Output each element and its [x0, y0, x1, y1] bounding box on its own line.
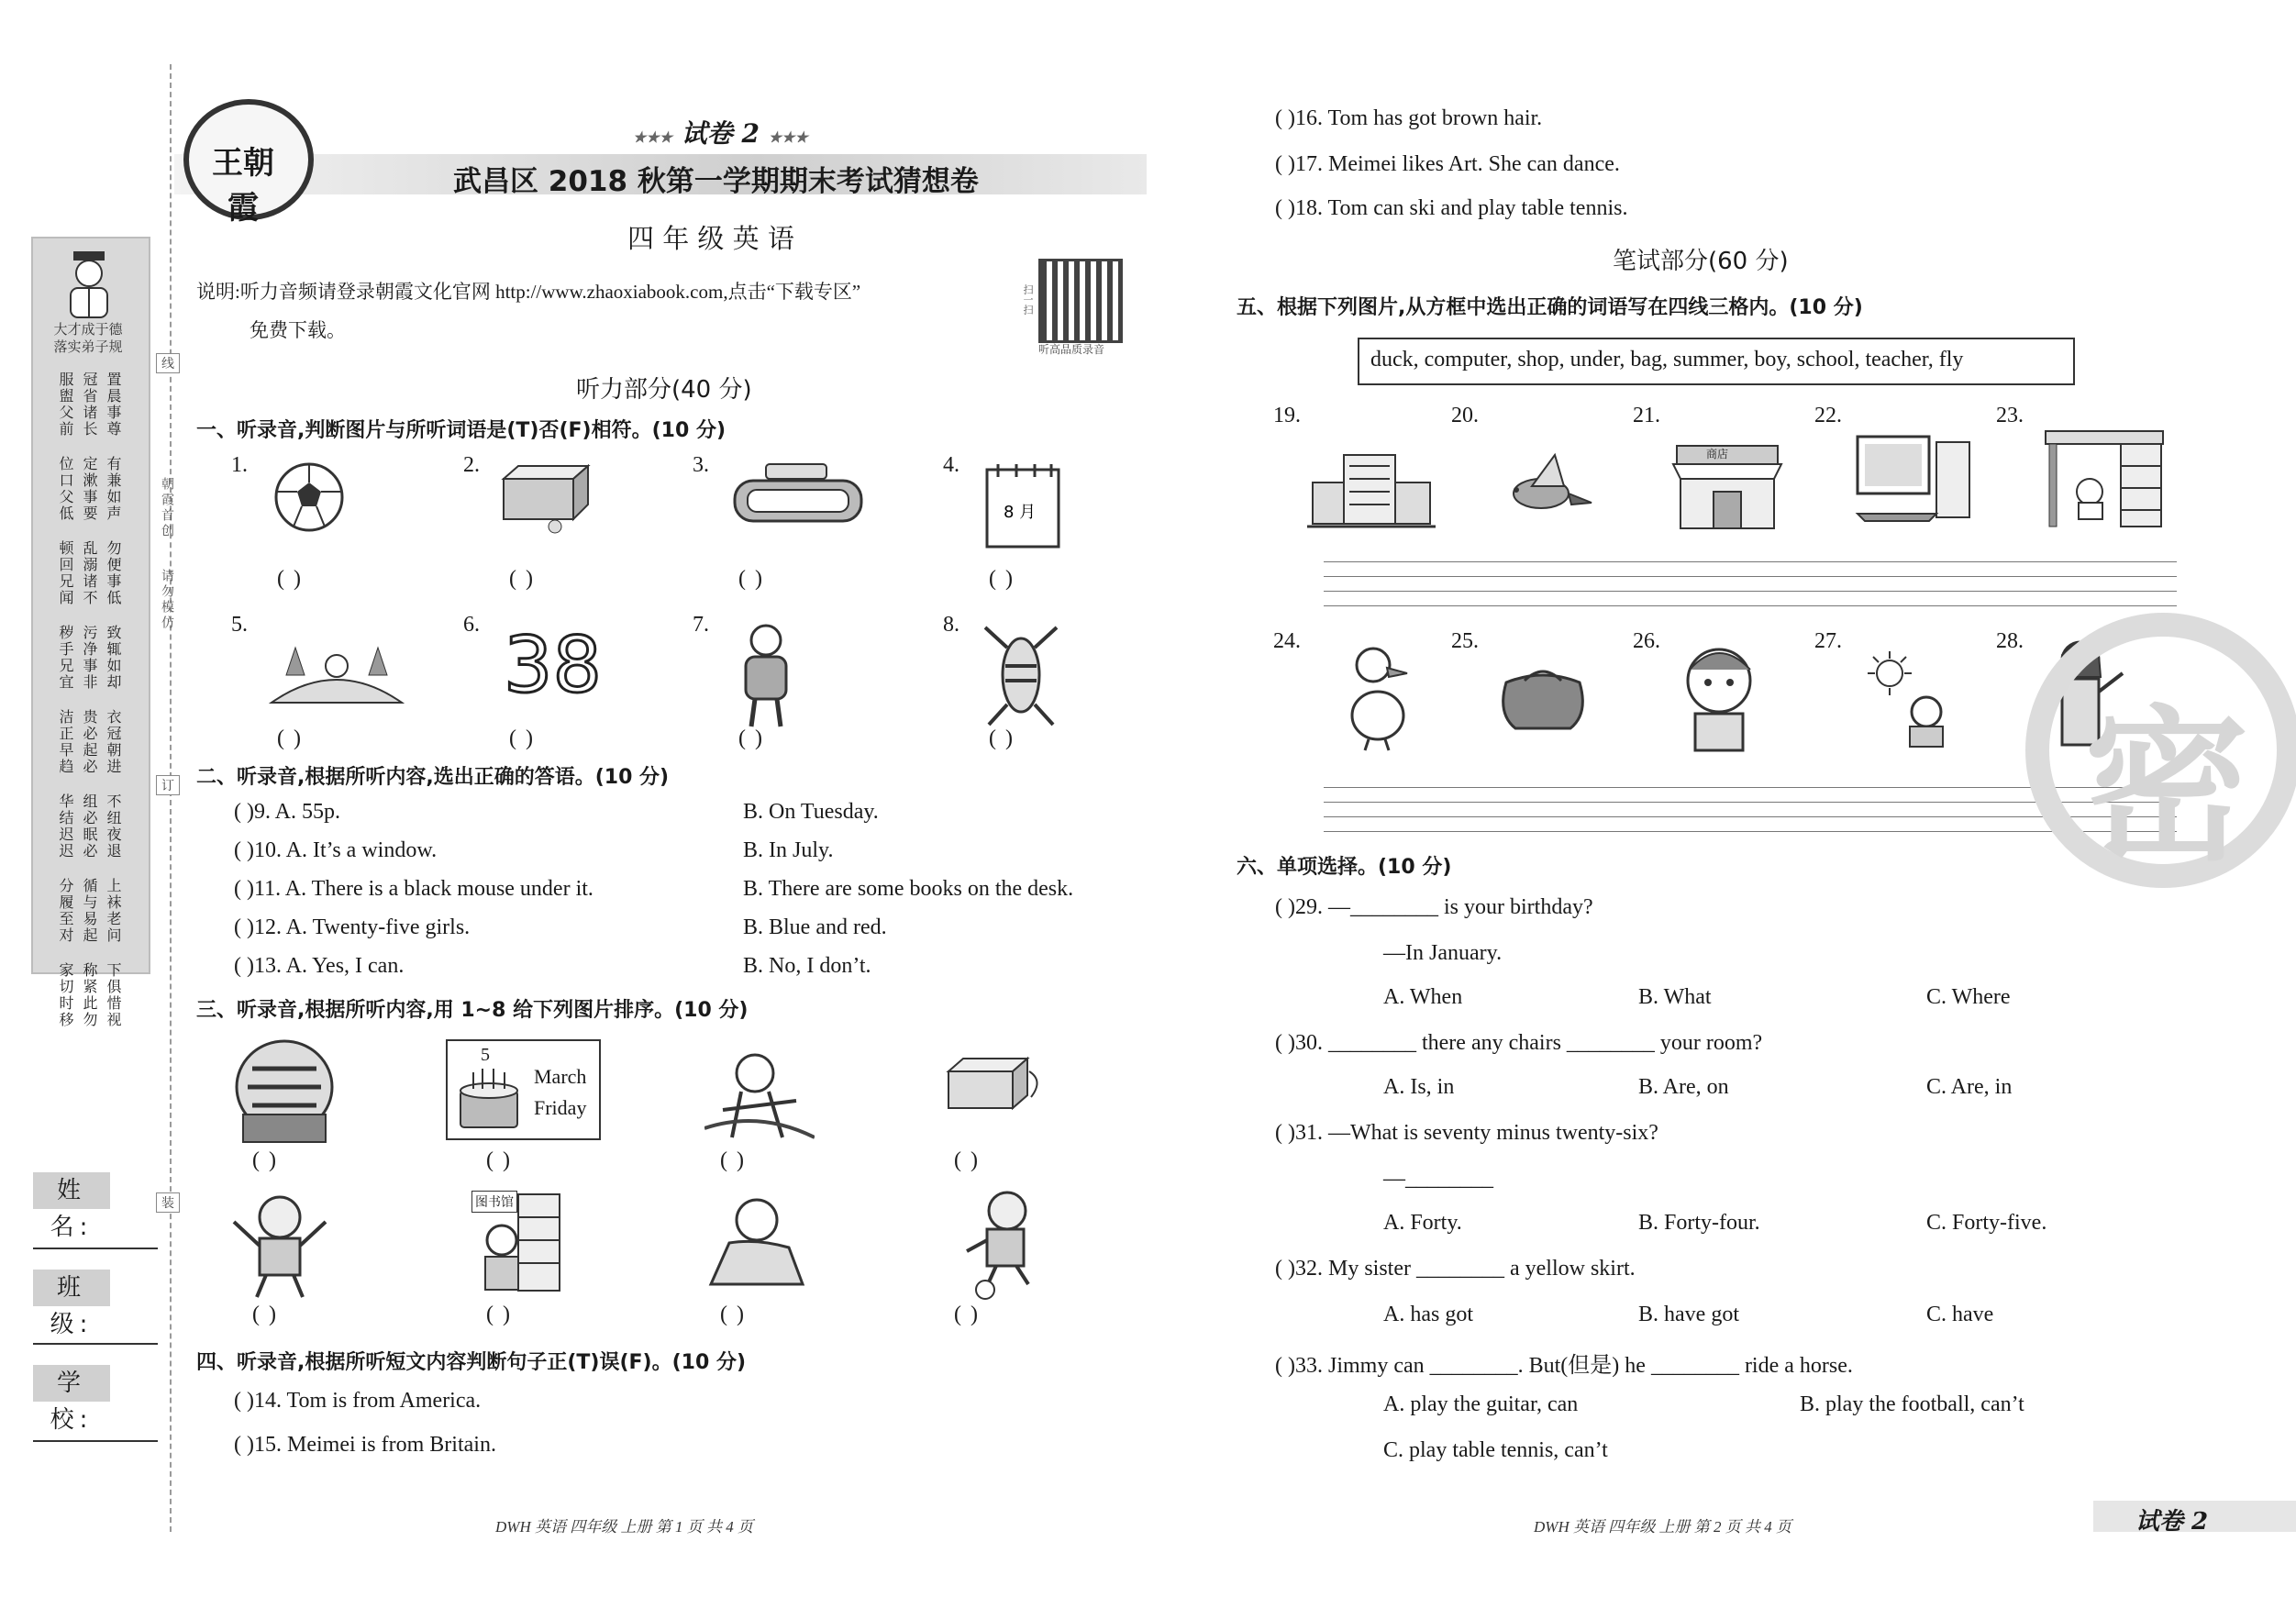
mc-option[interactable]: A. has got [1383, 1303, 1473, 1326]
tf-statement: ( )18. Tom can ski and play table tennis. [1275, 196, 1628, 220]
question-number: ( )11. [234, 877, 282, 901]
duck-icon [1341, 642, 1414, 752]
answer-paren[interactable]: ( ) [738, 726, 764, 750]
writing-line [1324, 576, 2177, 577]
rule-column: 衣冠朝进 [105, 709, 122, 775]
mc-stem: ( )33. Jimmy can ________. But(但是) he ________ ride a horse. [1275, 1354, 1853, 1378]
item-number: 2. [463, 453, 480, 477]
seal-character: 密 [2084, 692, 2250, 883]
page-badge [2093, 1501, 2296, 1536]
rule-column: 组必眠必 [81, 793, 98, 859]
mc-stem: ( )31. —What is seventy minus twenty-six? [1275, 1121, 1658, 1145]
bag-icon [1497, 659, 1589, 732]
part3-title: 三、听录音,根据所听内容,用 1~8 给下列图片排序。(10 分) [196, 999, 749, 1022]
copyright-note: 朝霞首创 [160, 477, 174, 539]
mc-option[interactable]: C. Are, in [1926, 1075, 2013, 1099]
option-a[interactable]: A. Yes, I can. [285, 954, 405, 978]
item-number: 24. [1273, 629, 1301, 653]
rule-column: 顿回兄闻 [57, 540, 74, 606]
mc-option[interactable]: B. have got [1638, 1303, 1739, 1326]
item-number: 20. [1451, 404, 1479, 427]
rule-column: 秽手兄宜 [57, 625, 74, 691]
answer-paren[interactable]: ( ) [277, 567, 303, 591]
instruction-note-cont: 免费下载。 [250, 319, 346, 341]
rule-group [40, 709, 138, 775]
footer-left: DWH 英语 四年级 上册 第 1 页 共 4 页 [495, 1518, 753, 1536]
box-icon [500, 460, 601, 542]
item-number: 19. [1273, 404, 1301, 427]
rule-column: 不纽夜退 [105, 793, 122, 859]
motto [37, 321, 139, 356]
answer-paren[interactable]: ( ) [509, 567, 535, 591]
question-number: ( )12. [234, 915, 282, 939]
cut-label: 装 [156, 1192, 180, 1213]
rule-column: 分履至对 [57, 878, 74, 944]
mc-stem: ( )30. ________ there any chairs ________ your room? [1275, 1031, 1763, 1055]
item-number: 26. [1633, 629, 1660, 653]
star-icon: ★★★ [768, 128, 808, 146]
flying-bird-icon [1491, 449, 1596, 523]
mc-option[interactable]: A. When [1383, 985, 1463, 1009]
rule-column: 上袜老问 [105, 878, 122, 944]
box-arrow-icon [945, 1053, 1046, 1117]
rule-column: 定漱事要 [81, 456, 98, 522]
rule-column: 污净事非 [81, 625, 98, 691]
rule-column: 勿便事低 [105, 540, 122, 606]
rule-group [40, 962, 138, 1028]
item-number: 3. [693, 453, 709, 477]
star-icon: ★★★ [633, 128, 673, 146]
qr-caption: 扫一扫 [1022, 284, 1034, 315]
secret-seal-watermark [2025, 613, 2296, 888]
summer-sun-icon [1853, 648, 1958, 749]
order-paren[interactable]: ( ) [252, 1148, 278, 1172]
tiger-reading-icon [225, 1032, 349, 1151]
mc-option[interactable]: C. play table tennis, can’t [1383, 1438, 1608, 1462]
answer-paren[interactable]: ( ) [277, 726, 303, 750]
tf-statement: ( )16. Tom has got brown hair. [1275, 106, 1543, 130]
order-paren[interactable]: ( ) [954, 1303, 980, 1326]
order-paren[interactable]: ( ) [720, 1303, 746, 1326]
mc-option[interactable]: A. play the guitar, can [1383, 1392, 1579, 1416]
kite-boy-icon [704, 1037, 815, 1147]
school-icon [1307, 446, 1436, 536]
brand-logo-text: 王朝霞 [212, 145, 274, 227]
cut-label: 线 [156, 353, 180, 373]
listening-heading: 听力部分(40 分) [576, 376, 752, 404]
paper-tag [633, 114, 808, 150]
class-label: 班 级: [33, 1270, 110, 1306]
calendar-icon [980, 460, 1067, 556]
motto-line: 大才成于德 [53, 321, 123, 338]
option-a[interactable]: A. It’s a window. [285, 838, 438, 862]
word-box [1358, 338, 2075, 385]
answer-paren[interactable]: ( ) [989, 726, 1015, 750]
mc-option[interactable]: C. Forty-five. [1926, 1211, 2047, 1235]
school-label: 学 校: [33, 1365, 110, 1402]
option-b[interactable]: B. On Tuesday. [743, 800, 879, 824]
part5-title: 五、根据下列图片,从方框中选出正确的词语写在四线三格内。(10 分) [1237, 296, 1863, 319]
rule-column: 下俱惜视 [105, 962, 122, 1028]
cut-label: 订 [156, 775, 180, 795]
option-b[interactable]: B. There are some books on the desk. [743, 877, 1074, 901]
mc-option[interactable]: C. have [1926, 1303, 1994, 1326]
item-number: 1. [231, 453, 248, 477]
question-number: ( )9. [234, 800, 271, 824]
paper-tag-text: 试卷 2 [681, 118, 760, 149]
rule-column: 家切时移 [57, 962, 74, 1028]
item-number: 7. [693, 613, 709, 637]
item-number: 25. [1451, 629, 1479, 653]
exam-title: 武昌区 2018 秋第一学期期末考试猜想卷 [453, 165, 979, 198]
motto-line: 落实弟子规 [53, 338, 123, 355]
svg-text:8 月: 8 月 [1004, 503, 1037, 522]
copyright-note: 请勿模仿 [160, 569, 174, 631]
tiger-icon [980, 620, 1062, 734]
girl-painting-icon [702, 1192, 816, 1298]
item-number: 21. [1633, 404, 1660, 427]
item-number: 4. [943, 453, 959, 477]
answer-paren[interactable]: ( ) [989, 567, 1015, 591]
mc-option[interactable]: B. What [1638, 985, 1712, 1009]
answer-paren[interactable]: ( ) [509, 726, 535, 750]
mc-option[interactable]: B. Are, on [1638, 1075, 1729, 1099]
mc-stem: ( )32. My sister ________ a yellow skirt. [1275, 1257, 1636, 1281]
rule-column: 有兼如声 [105, 456, 122, 522]
dog-under-desk-icon [2044, 429, 2165, 530]
item-number: 6. [463, 613, 480, 637]
rules-text [40, 372, 138, 1047]
option-a[interactable]: A. There is a black mouse under it. [284, 877, 593, 901]
writing-line [1324, 605, 2177, 606]
school-field[interactable] [33, 1440, 158, 1442]
name-field[interactable] [33, 1248, 158, 1249]
rule-column: 服盥父前 [57, 372, 74, 438]
rule-group [40, 540, 138, 606]
cake-day: 5 [481, 1045, 490, 1065]
item-number: 8. [943, 613, 959, 637]
class-field[interactable] [33, 1343, 158, 1345]
birthday-cake-icon [453, 1061, 525, 1133]
rule-column: 贵必起必 [81, 709, 98, 775]
rule-group [40, 456, 138, 522]
cake-month: March [534, 1065, 587, 1088]
writing-line [1324, 591, 2177, 592]
choice-question [234, 954, 404, 979]
order-paren[interactable]: ( ) [252, 1303, 278, 1326]
qr-code-icon[interactable] [1038, 259, 1123, 343]
writing-heading: 笔试部分(60 分) [1613, 248, 1789, 275]
question-number: ( )13. [234, 954, 282, 978]
option-b[interactable]: B. Blue and red. [743, 915, 887, 939]
order-paren[interactable]: ( ) [954, 1148, 980, 1172]
rule-group [40, 625, 138, 691]
item-number: 23. [1996, 404, 2024, 427]
answer-paren[interactable]: ( ) [738, 567, 764, 591]
rule-column: 乱溺诸不 [81, 540, 98, 606]
number-38-icon [500, 620, 610, 706]
writing-line [1324, 831, 2177, 832]
tf-statement: ( )15. Meimei is from Britain. [234, 1433, 496, 1457]
page-badge-text: 试卷 2 [2135, 1508, 2209, 1536]
option-b[interactable]: B. In July. [743, 838, 834, 862]
part2-title: 二、听录音,根据所听内容,选出正确的答语。(10 分) [196, 766, 670, 789]
item-number: 28. [1996, 629, 2024, 653]
choice-question [234, 838, 437, 863]
footer-right: DWH 英语 四年级 上册 第 2 页 共 4 页 [1534, 1518, 1791, 1536]
option-a[interactable]: A. Twenty-five girls. [285, 915, 471, 939]
choice-question [234, 915, 470, 940]
binding-strip [0, 0, 174, 1597]
mc-option[interactable]: A. Is, in [1383, 1075, 1455, 1099]
rule-column: 置晨事尊 [105, 372, 122, 438]
question-number: ( )10. [234, 838, 282, 862]
word-box-text: duck, computer, shop, under, bag, summer, boy, school, teacher, fly [1370, 348, 1964, 372]
mc-answer-line: —________ [1383, 1167, 1493, 1191]
rule-column: 洁正早趋 [57, 709, 74, 775]
mc-option[interactable]: A. Forty. [1383, 1211, 1462, 1235]
qr-caption: 听高品质录音 [1038, 343, 1105, 356]
mc-answer-line: —In January. [1383, 941, 1503, 965]
winter-scene-icon [268, 620, 405, 715]
computer-icon [1848, 435, 1981, 527]
writing-line [1324, 561, 2177, 562]
item-number: 22. [1814, 404, 1842, 427]
rule-group [40, 793, 138, 859]
birthday-card [446, 1039, 601, 1140]
part1-title: 一、听录音,判断图片与所听词语是(T)否(F)相符。(10 分) [196, 419, 726, 442]
svg-text:38: 38 [504, 620, 602, 703]
mc-stem: ( )29. —________ is your birthday? [1275, 895, 1593, 919]
rule-group [40, 878, 138, 944]
boy-icon [1668, 642, 1769, 752]
rule-column: 循与易起 [81, 878, 98, 944]
cut-dashed-line [170, 64, 172, 1532]
mc-option[interactable]: B. Forty-four. [1638, 1211, 1760, 1235]
instruction-note: 说明:听力音频请登录朝霞文化官网 http://www.zhaoxiabook.com,点击“下载专区” [196, 281, 861, 303]
football-icon [268, 460, 350, 538]
train-icon [729, 460, 867, 533]
subject-title: 四 年 级 英 语 [627, 223, 794, 254]
mc-option[interactable]: C. Where [1926, 985, 2011, 1009]
order-paren[interactable]: ( ) [486, 1303, 512, 1326]
order-paren[interactable]: ( ) [486, 1148, 512, 1172]
part6-title: 六、单项选择。(10 分) [1237, 856, 1452, 879]
tiger-happy-icon [225, 1185, 335, 1300]
rule-column: 冠省诸长 [81, 372, 98, 438]
order-paren[interactable]: ( ) [720, 1148, 746, 1172]
name-label: 姓 名: [33, 1172, 110, 1209]
choice-question [234, 800, 340, 825]
rule-column: 位口父低 [57, 456, 74, 522]
mc-option[interactable]: B. play the football, can’t [1800, 1392, 2024, 1416]
rule-column: 华结迟迟 [57, 793, 74, 859]
option-b[interactable]: B. No, I don’t. [743, 954, 871, 978]
cold-person-icon [729, 620, 803, 734]
part4-title: 四、听录音,根据所听短文内容判断句子正(T)误(F)。(10 分) [196, 1351, 746, 1374]
item-number: 5. [231, 613, 248, 637]
rule-group [40, 372, 138, 438]
choice-question [234, 877, 593, 902]
tf-statement: ( )14. Tom is from America. [234, 1389, 482, 1413]
rule-column: 称紧此勿 [81, 962, 98, 1028]
rule-column: 致辄如却 [105, 625, 122, 691]
library-sign: 图书馆 [471, 1191, 517, 1213]
cake-weekday: Friday [534, 1096, 587, 1119]
scholar-figure-icon [57, 248, 121, 321]
tiger-football-icon [959, 1185, 1047, 1300]
option-a[interactable]: A. 55p. [274, 800, 341, 824]
shop-sign: 商店 [1706, 448, 1729, 460]
item-number: 27. [1814, 629, 1842, 653]
tf-statement: ( )17. Meimei likes Art. She can dance. [1275, 152, 1620, 176]
